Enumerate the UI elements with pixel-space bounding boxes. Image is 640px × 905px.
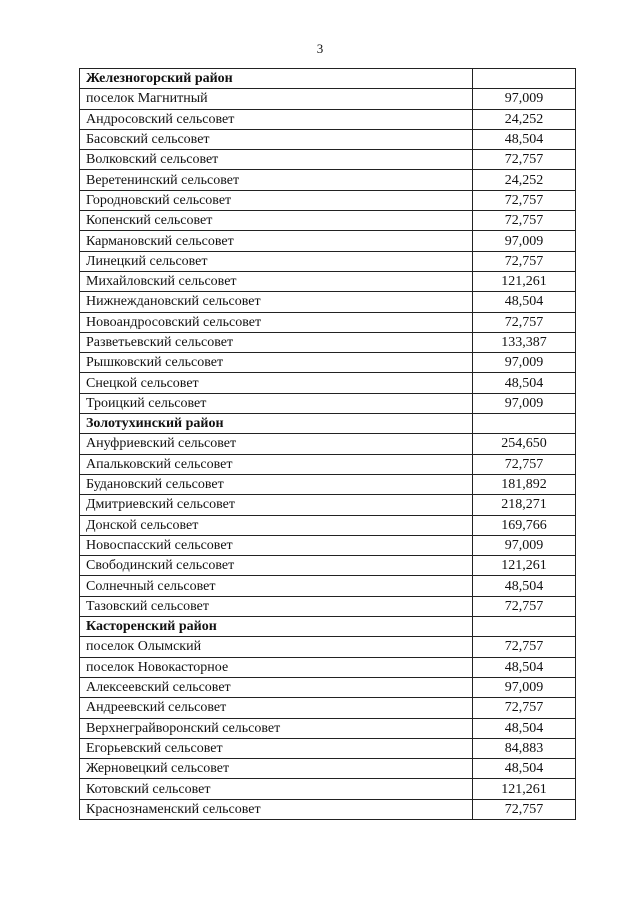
district-header-row [80,617,576,637]
table-row [80,454,576,474]
table-row [80,657,576,677]
municipality-name: Апальковский сельсовет [80,454,473,474]
municipality-name: Троицкий сельсовет [80,393,473,413]
table-row [80,535,576,555]
amount-value: 121,261 [473,271,576,291]
municipality-name: Новоандросовский сельсовет [80,312,473,332]
municipality-name: Кармановский сельсовет [80,231,473,251]
amount-value: 72,757 [473,637,576,657]
municipality-name: поселок Олымский [80,637,473,657]
municipality-name: Жерновецкий сельсовет [80,759,473,779]
amount-value: 97,009 [473,535,576,555]
municipality-name: Басовский сельсовет [80,129,473,149]
municipality-name: Нижнеждановский сельсовет [80,292,473,312]
amount-value: 169,766 [473,515,576,535]
table-row [80,170,576,190]
amount-value: 72,757 [473,251,576,271]
district-value-cell [473,69,576,89]
table-row [80,556,576,576]
district-value-cell [473,617,576,637]
municipality-name: Линецкий сельсовет [80,251,473,271]
municipality-name: поселок Магнитный [80,89,473,109]
municipality-name: Снецкой сельсовет [80,373,473,393]
municipality-name: Волковский сельсовет [80,150,473,170]
amount-value: 72,757 [473,454,576,474]
municipality-name: Андреевский сельсовет [80,698,473,718]
amount-value: 97,009 [473,89,576,109]
amount-value: 121,261 [473,779,576,799]
amount-value: 48,504 [473,292,576,312]
table-row [80,109,576,129]
municipality-name: Новоспасский сельсовет [80,535,473,555]
allocation-table [79,68,576,820]
district-header-row [80,69,576,89]
amount-value: 97,009 [473,393,576,413]
amount-value: 133,387 [473,332,576,352]
amount-value: 48,504 [473,759,576,779]
amount-value: 84,883 [473,738,576,758]
municipality-name: Городновский сельсовет [80,190,473,210]
table-row [80,373,576,393]
table-row [80,89,576,109]
table-row [80,637,576,657]
table-row [80,434,576,454]
municipality-name: поселок Новокасторное [80,657,473,677]
amount-value: 121,261 [473,556,576,576]
table-row [80,738,576,758]
amount-value: 72,757 [473,211,576,231]
amount-value: 97,009 [473,353,576,373]
amount-value: 72,757 [473,150,576,170]
municipality-name: Егорьевский сельсовет [80,738,473,758]
municipality-name: Будановский сельсовет [80,474,473,494]
table-row [80,353,576,373]
municipality-name: Веретенинский сельсовет [80,170,473,190]
amount-value: 254,650 [473,434,576,454]
municipality-name: Андросовский сельсовет [80,109,473,129]
table-row [80,312,576,332]
table-row [80,150,576,170]
table-row [80,292,576,312]
municipality-name: Михайловский сельсовет [80,271,473,291]
table-row [80,576,576,596]
amount-value: 24,252 [473,170,576,190]
table-row [80,718,576,738]
amount-value: 48,504 [473,129,576,149]
amount-value: 181,892 [473,474,576,494]
amount-value: 48,504 [473,718,576,738]
municipality-name: Верхнеграйворонский сельсовет [80,718,473,738]
table-row [80,698,576,718]
amount-value: 48,504 [473,576,576,596]
municipality-name: Котовский сельсовет [80,779,473,799]
municipality-name: Дмитриевский сельсовет [80,495,473,515]
municipality-name: Тазовский сельсовет [80,596,473,616]
municipality-name: Копенский сельсовет [80,211,473,231]
amount-value: 48,504 [473,373,576,393]
table-row [80,474,576,494]
table-row [80,393,576,413]
table-row [80,271,576,291]
municipality-name: Ануфриевский сельсовет [80,434,473,454]
municipality-name: Свободинский сельсовет [80,556,473,576]
table-row [80,332,576,352]
table-row [80,677,576,697]
table-row [80,596,576,616]
amount-value: 97,009 [473,677,576,697]
amount-value: 24,252 [473,109,576,129]
amount-value: 72,757 [473,799,576,819]
table-row [80,779,576,799]
municipality-name: Солнечный сельсовет [80,576,473,596]
municipality-name: Алексеевский сельсовет [80,677,473,697]
page-number: 3 [316,41,324,56]
amount-value: 97,009 [473,231,576,251]
municipality-name: Рышковский сельсовет [80,353,473,373]
table-row [80,251,576,271]
table-row [80,129,576,149]
table-row [80,515,576,535]
district-name: Касторенский район [80,617,473,637]
municipality-name: Донской сельсовет [80,515,473,535]
district-name: Золотухинский район [80,414,473,434]
table-row [80,231,576,251]
amount-value: 48,504 [473,657,576,677]
table-row [80,759,576,779]
table-body [80,69,576,820]
municipality-name: Краснознаменский сельсовет [80,799,473,819]
table-row [80,190,576,210]
table-row [80,211,576,231]
municipality-name: Разветьевский сельсовет [80,332,473,352]
district-value-cell [473,414,576,434]
district-header-row [80,414,576,434]
amount-value: 72,757 [473,596,576,616]
table-row [80,495,576,515]
district-name: Железногорский район [80,69,473,89]
amount-value: 72,757 [473,190,576,210]
amount-value: 218,271 [473,495,576,515]
table-row [80,799,576,819]
amount-value: 72,757 [473,312,576,332]
amount-value: 72,757 [473,698,576,718]
